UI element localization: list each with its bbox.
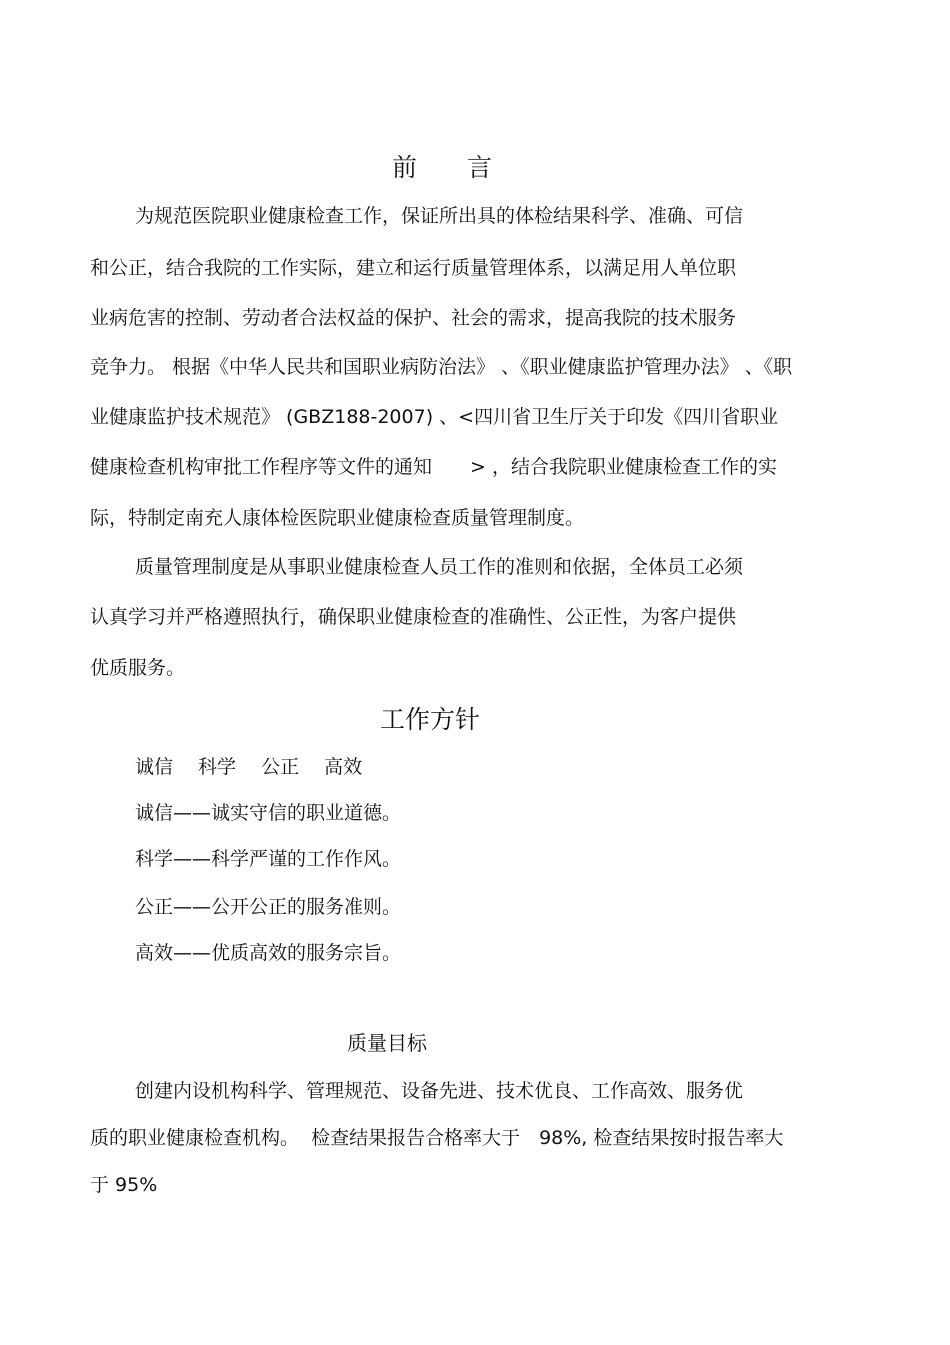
preface-title: 前 言 bbox=[392, 153, 493, 182]
preface-para2-line-2: 认真学习并严格遵照执行，确保职业健康检查的准确性、公正性，为客户提供 bbox=[90, 606, 737, 628]
policy-title: 工作方针 bbox=[380, 705, 481, 734]
preface-para1-line-5: 业健康监护技术规范》 (GBZ188-2007) 、<四川省卫生厅关于印发《四川省职业 bbox=[90, 406, 779, 428]
quality-line-1: 创建内设机构科学、管理规范、设备先进、技术优良、工作高效、服务优 bbox=[135, 1080, 744, 1102]
policy-item-4: 高效——优质高效的服务宗旨。 bbox=[135, 942, 402, 964]
policy-item-1: 诚信——诚实守信的职业道德。 bbox=[135, 802, 402, 824]
preface-para1-line-2: 和公正，结合我院的工作实际，建立和运行质量管理体系，以满足用人单位职 bbox=[90, 257, 737, 279]
preface-para2-line-3: 优质服务。 bbox=[90, 657, 186, 679]
preface-para1-line-4: 竞争力。 根据《中华人民共和国职业病防治法》 、《职业健康监护管理办法》 、《职 bbox=[90, 356, 793, 378]
preface-para1-line-6: 健康检查机构审批工作程序等文件的通知 > ，结合我院职业健康检查工作的实 bbox=[90, 456, 777, 478]
policy-item-3: 公正——公开公正的服务准则。 bbox=[135, 896, 402, 918]
quality-line-3: 于 95% bbox=[90, 1174, 158, 1196]
quality-title: 质量目标 bbox=[347, 1031, 427, 1055]
preface-para1-line-7: 际，特制定南充人康体检医院职业健康检查质量管理制度。 bbox=[90, 507, 585, 529]
policy-keywords: 诚信 科学 公正 高效 bbox=[135, 756, 363, 778]
policy-item-2: 科学——科学严谨的工作作风。 bbox=[135, 848, 402, 870]
preface-para2-line-1: 质量管理制度是从事职业健康检查人员工作的准则和依据，全体员工必须 bbox=[135, 556, 744, 578]
preface-para1-line-1: 为规范医院职业健康检查工作，保证所出具的体检结果科学、准确、可信 bbox=[135, 205, 744, 227]
quality-line-2: 质的职业健康检查机构。 检查结果报告合格率大于 98%, 检查结果按时报告率大 bbox=[90, 1127, 784, 1149]
preface-para1-line-3: 业病危害的控制、劳动者合法权益的保护、社会的需求，提高我院的技术服务 bbox=[90, 307, 737, 329]
